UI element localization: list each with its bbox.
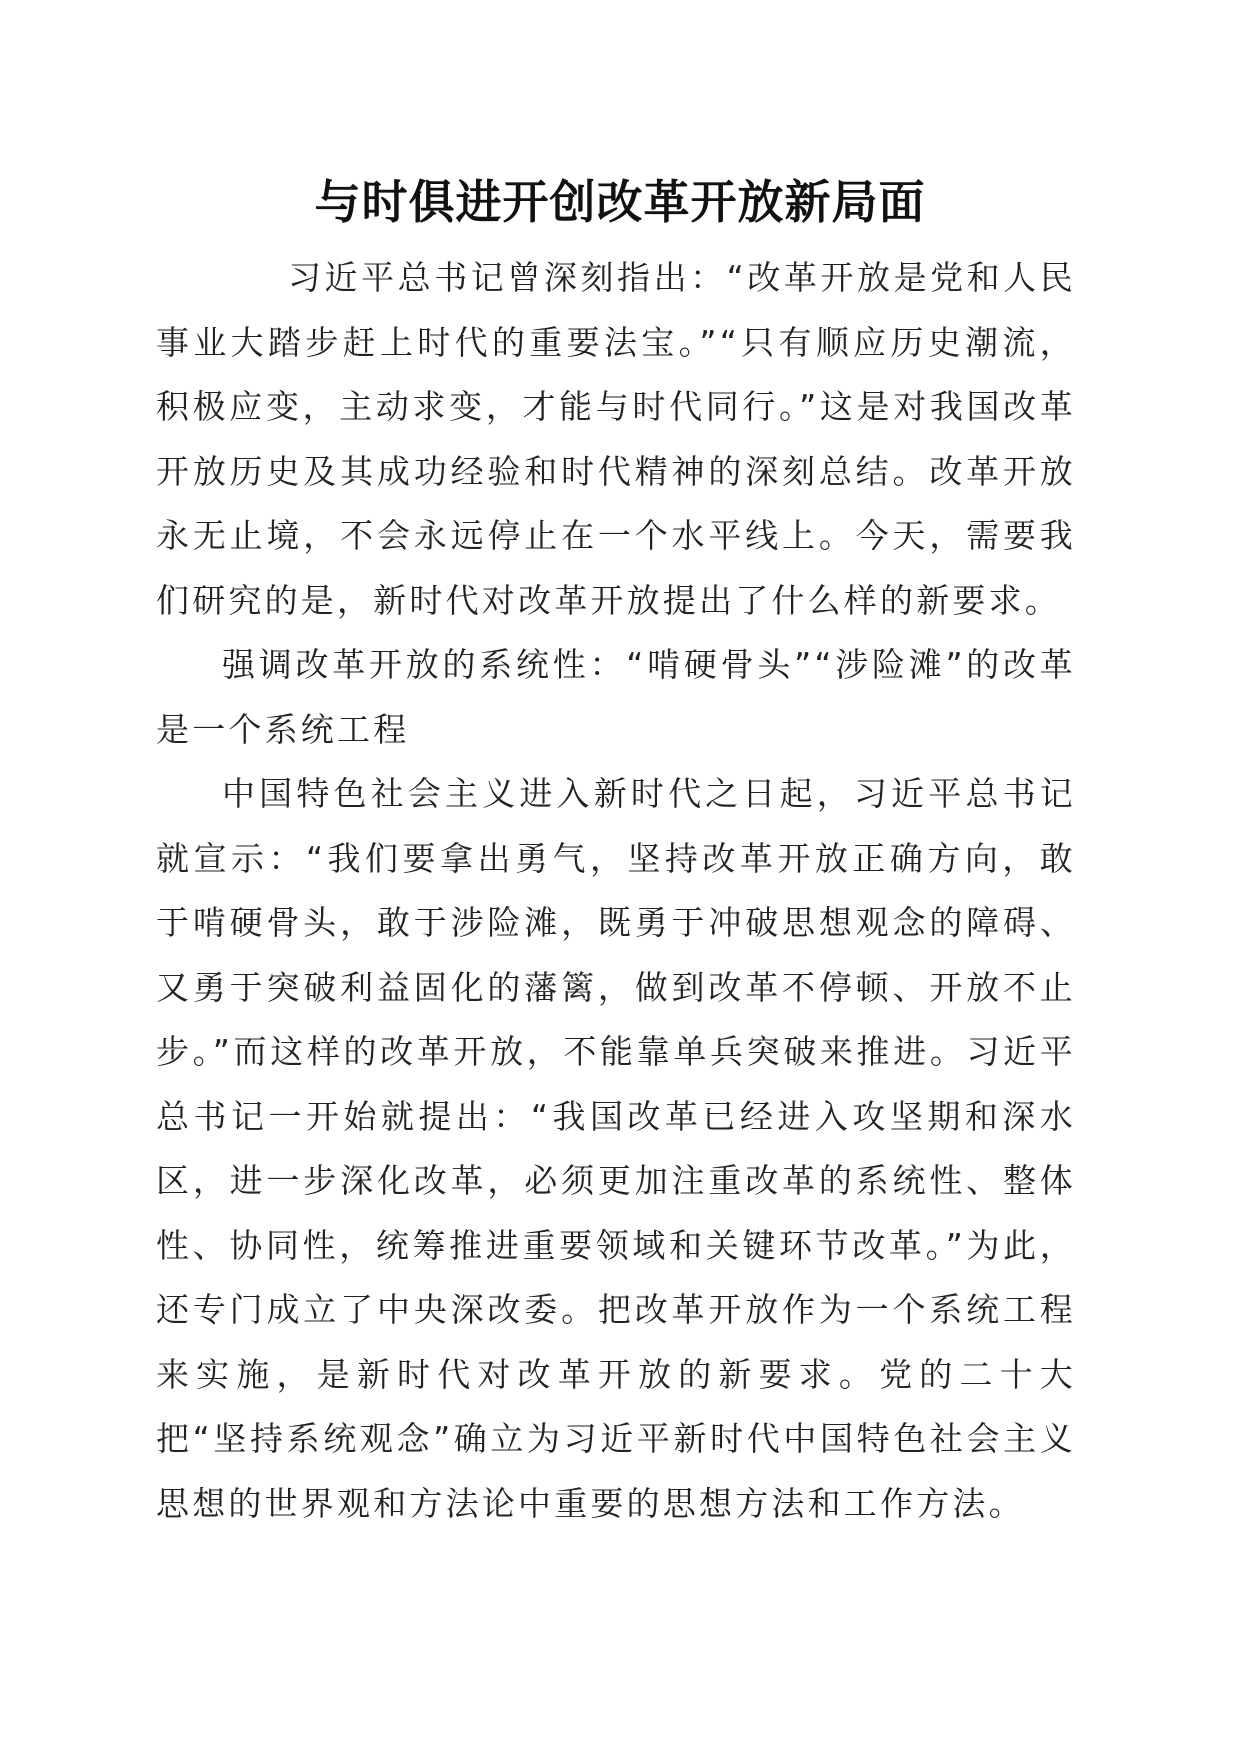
section-heading: 强调改革开放的系统性：“啃硬骨头”“涉险滩”的改革是一个系统工程 bbox=[156, 645, 1076, 749]
paragraph-intro: 习近平总书记曾深刻指出：“改革开放是党和人民事业大踏步赶上时代的重要法宝。”“只有顺应历史潮流，积极应变，主动求变，才能与时代同行。”这是对我国改革开放历史及其成功经验和时代精神的深刻总结。改革开放永无止境，不会永远停止在一个水平线上。今天，需要我们研究的是，新时代对改革开放提出了什么样的新要求。 bbox=[156, 258, 1076, 620]
document-title: 与时俱进开创改革开放新局面 bbox=[314, 175, 926, 229]
document-body bbox=[156, 246, 1076, 1536]
paragraph-system-engineering: 中国特色社会主义进入新时代之日起，习近平总书记就宣示：“我们要拿出勇气，坚持改革开放正确方向，敢于啃硬骨头，敢于涉险滩，既勇于冲破思想观念的障碍、又勇于突破利益固化的藩篱，做到改革不停顿、开放不止步。”而这样的改革开放，不能靠单兵突破来推进。习近平总书记一开始就提出：“我国改革已经进入攻坚期和深水区，进一步深化改革，必须更加注重改革的系统性、整体性、协同性，统筹推进重要领域和关键环节改革。”为此，还专门成立了中央深改委。把改革开放作为一个系统工程来实施，是新时代对改革开放的新要求。党的二十大把“坚持系统观念”确立为习近平新时代中国特色社会主义思想的世界观和方法论中重要的思想方法和工作方法。 bbox=[156, 774, 1076, 1523]
